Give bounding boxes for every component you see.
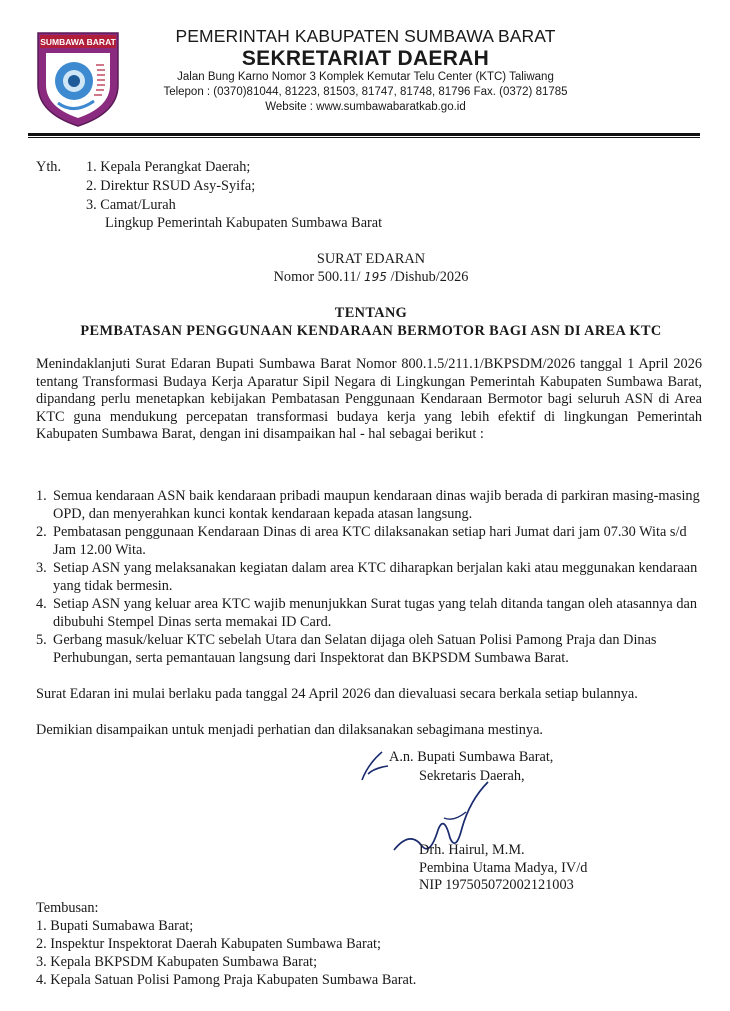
point-item: 1. Semua kendaraan ASN baik kendaraan pribadi maupun kendaraan dinas wajib berada di parkiran masing-masing OPD, dan menyerahkan kunci kontak kendaraan kepada atasan langsung. [36,488,700,522]
letter-number [40,269,702,287]
letter-type: SURAT EDARAN [316,251,426,267]
letter-number-handwritten: 195 [364,270,387,284]
intro-paragraph: Menindaklanjuti Surat Edaran Bupati Sumbawa Barat Nomor 800.1.5/211.1/BKPSDM/2026 tanggal 1 April 2026 tentang Transformasi Budaya Kerja Aparatur Sipil Negara di Lingkungan Pemerintah Kabupaten Sumbawa Barat, dipandang perlu menetapkan kebijakan Pembatasan Penggunaan Kendaraan Bermotor bagi seluruh ASN di Area KTC guna mendukung percepatan transformasi budaya kerja yang lebih efektif di lingkungan Pemerintah Kabupaten Sumbawa Barat, dengan ini disampaikan hal - hal sebagai berikut : [36,356,702,442]
letterhead-text [138,26,593,115]
office-address: Jalan Bung Karno Nomor 3 Komplek Kemutar Telu Center (KTC) Taliwang [177,71,554,83]
about-label: TENTANG [334,305,408,321]
office-phone: Telepon : (0370)81044, 81223, 81503, 81747, 81748, 81796 Fax. (0372) 81785 [163,86,568,98]
office-website: Website : www.sumbawabaratkab.go.id [265,101,466,113]
point-item: 2. Pembatasan penggunaan Kendaraan Dinas di area KTC dilaksanakan setiap hari Jumat dari jam 07.30 Wita s/d Jam 12.00 Wita. [36,524,687,558]
signer-nip: NIP 197505072002121003 [419,877,574,893]
letter-subject: PEMBATASAN PENGGUNAAN KENDARAAN BERMOTOR BAGI ASN DI AREA KTC [80,323,662,339]
recipients-label: Yth. [36,159,62,175]
effective-paragraph: Surat Edaran ini mulai berlaku pada tanggal 24 April 2026 dan dievaluasi secara berkala setiap bulannya. [36,686,638,702]
closing-paragraph: Demikian disampaikan untuk menjadi perhatian dan dilaksanakan sebagimana mestinya. [36,722,543,738]
header-divider-thin [28,137,700,138]
logo-text: SUMBAWA BARAT [40,37,116,47]
header-divider-thick [28,133,700,136]
recipient-item: 1. Kepala Perangkat Daerah; [86,159,251,175]
signature-on-behalf: A.n. Bupati Sumbawa Barat, [389,749,554,765]
cc-item: 2. Inspektur Inspektorat Daerah Kabupaten Sumbawa Barat; [36,936,381,952]
point-item: 4. Setiap ASN yang keluar area KTC wajib menunjukkan Surat tugas yang telah ditanda tangan oleh atasannya dan dibubuhi Stempel Dinas serta memakai ID Card. [36,596,697,630]
signer-name: Drh. Hairul, M.M. [419,842,525,858]
point-item: 3. Setiap ASN yang melaksanakan kegiatan dalam area KTC diharapkan berjalan kaki atau meggunakan kendaraan yang tidak bermesin. [36,560,698,594]
government-name: PEMERINTAH KABUPATEN SUMBAWA BARAT [175,26,556,46]
office-name: SEKRETARIAT DAERAH [241,47,490,70]
letter-number-suffix: /Dishub/2026 [390,269,469,285]
point-item: 5. Gerbang masuk/keluar KTC sebelah Utara dan Selatan dijaga oleh Satuan Polisi Pamong Praja dan Dinas Perhubungan, serta pemantauan langsung dari Inspektorat dan BKPSDM Sumbawa Barat. [36,632,657,666]
regency-logo [34,29,122,129]
points-list [36,488,704,668]
cc-item: 4. Kepala Satuan Polisi Pamong Praja Kabupaten Sumbawa Barat. [36,972,417,988]
recipient-item: 2. Direktur RSUD Asy-Syifa; [86,178,256,194]
recipient-item: 3. Camat/Lurah [86,197,176,213]
letter-number-prefix: Nomor 500.11/ [273,269,361,285]
initial-paraf [358,748,392,784]
letterhead [0,0,730,135]
cc-item: 3. Kepala BKPSDM Kabupaten Sumbawa Barat; [36,954,318,970]
cc-item: 1. Bupati Sumabawa Barat; [36,918,194,934]
signature-position: Sekretaris Daerah, [419,768,525,784]
signer-rank: Pembina Utama Madya, IV/d [419,860,588,876]
cc-label: Tembusan: [36,900,99,916]
recipient-scope: Lingkup Pemerintah Kabupaten Sumbawa Barat [105,215,383,231]
